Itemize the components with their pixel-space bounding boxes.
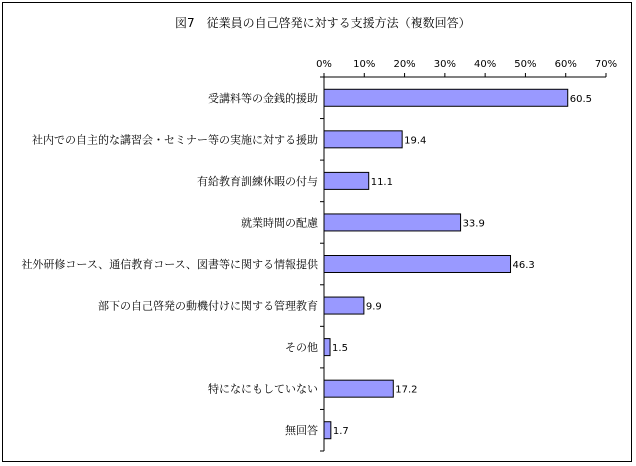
data-label: 46.3	[512, 260, 535, 271]
category-label: 社外研修コース、通信教育コース、図書等に関する情報提供	[21, 258, 318, 271]
x-tick-label: 30%	[433, 59, 456, 70]
category-label: その他	[285, 341, 318, 355]
bar	[324, 131, 402, 148]
bar-chart	[3, 3, 633, 463]
x-tick-label: 0%	[316, 59, 332, 70]
bar	[324, 380, 393, 397]
data-label: 1.5	[332, 343, 348, 355]
data-label: 17.2	[395, 384, 418, 396]
bar	[324, 214, 461, 231]
x-tick-label: 70%	[594, 59, 618, 70]
data-label: 33.9	[462, 218, 485, 230]
bar	[324, 89, 568, 106]
data-label: 1.7	[332, 426, 349, 438]
category-label: 有給教育訓練休暇の付与	[197, 174, 318, 188]
category-label: 特になにもしていない	[208, 382, 318, 396]
category-label: 受講料等の金銭的援助	[208, 91, 318, 105]
category-label: 無回答	[285, 424, 318, 438]
x-tick-label: 40%	[474, 59, 497, 70]
data-label: 11.1	[370, 176, 393, 188]
bar	[324, 339, 330, 356]
bar	[324, 422, 331, 439]
x-tick-label: 50%	[514, 59, 537, 70]
chart-title: 図7 従業員の自己啓発に対する支援方法（複数回答）	[175, 16, 471, 30]
data-label: 60.5	[569, 93, 592, 105]
category-label: 部下の自己啓発の動機付けに関する管理教育	[98, 299, 318, 313]
x-tick-label: 60%	[554, 59, 577, 70]
category-label: 社内での自主的な講習会・セミナー等の実施に対する援助	[32, 133, 318, 147]
bar	[324, 256, 511, 273]
bar	[324, 297, 364, 314]
x-tick-label: 20%	[393, 59, 416, 70]
data-label: 19.4	[404, 135, 427, 147]
bar	[324, 172, 369, 189]
category-label: 就業時間の配慮	[241, 216, 318, 230]
chart-frame	[2, 2, 632, 462]
x-tick-label: 10%	[353, 59, 376, 70]
data-label: 9.9	[365, 301, 382, 313]
